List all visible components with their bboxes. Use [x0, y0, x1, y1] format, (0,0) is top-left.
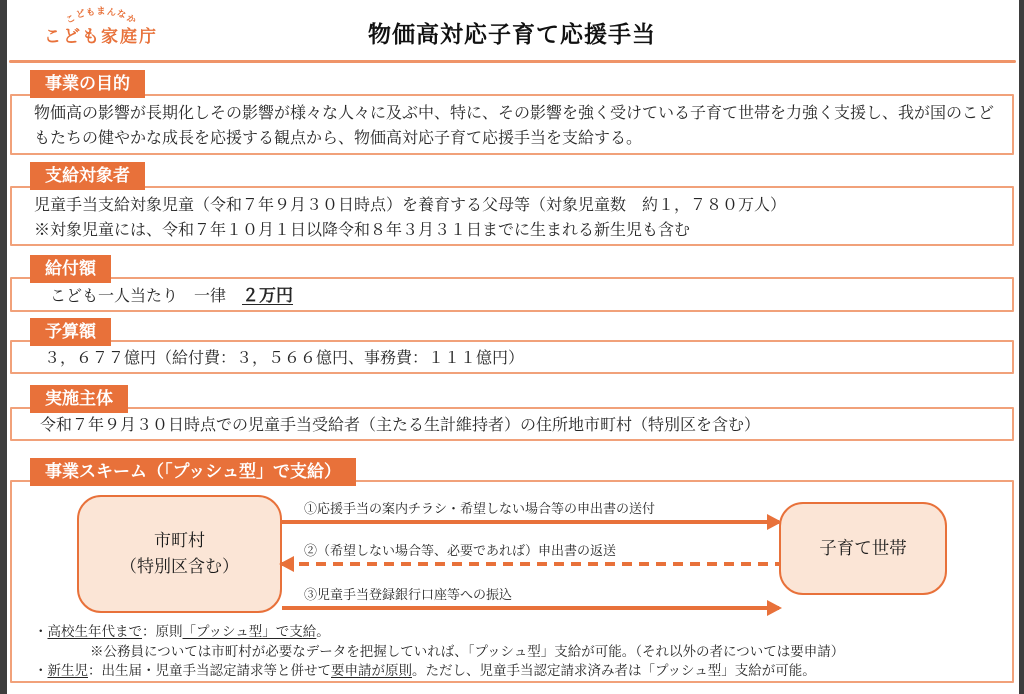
arrow-right-icon: [282, 520, 779, 524]
section-purpose-box: [10, 94, 1014, 155]
benefit-prefix: こども一人当たり 一律: [50, 288, 243, 305]
section-scheme-box: [10, 480, 1014, 683]
arrow-right-icon: [282, 606, 779, 610]
recipients-line1: 児童手当支給対象児童（令和７年９月３０日時点）を養育する父母等（対象児童数 約１，７８０万人）: [34, 197, 787, 214]
section-scheme-label: 事業スキーム（「プッシュ型」で支給）: [30, 458, 356, 486]
household-label: 子育て世帯: [819, 537, 907, 558]
section-implementer-label: 実施主体: [30, 385, 128, 413]
flow-label-1: ①応援手当の案内チラシ・希望しない場合等の申出書の送付: [304, 501, 656, 516]
scheme-flows: [282, 482, 779, 622]
section-recipients: [10, 162, 1014, 247]
header-divider: [9, 60, 1016, 63]
flow-label-2: ②（希望しない場合等、必要であれば）申出書の返送: [304, 543, 617, 558]
scheme-notes: [34, 622, 1002, 681]
window-edge-left: [0, 0, 7, 694]
budget-text: ３，６７７億円（給付費：３，５６６億円、事務費：１１１億円）: [44, 350, 525, 367]
municipality-line2: （特別区含む）: [120, 557, 239, 576]
section-implementer: [10, 385, 1014, 442]
section-implementer-box: [10, 407, 1014, 441]
implementer-text: 令和７年９月３０日時点での児童手当受給者（主たる生計維持者）の住所地市町村（特別区を含む）: [40, 417, 761, 434]
municipality-line1: 市町村: [154, 530, 205, 550]
section-recipients-box: [10, 186, 1014, 246]
section-purpose: [10, 70, 1014, 156]
section-benefit: [10, 255, 1014, 313]
section-scheme: [10, 458, 1014, 684]
household-box: [779, 502, 947, 595]
municipality-box: [77, 495, 282, 613]
section-purpose-label: 事業の目的: [30, 70, 145, 98]
section-recipients-label: 支給対象者: [30, 162, 145, 190]
section-benefit-box: [10, 277, 1014, 312]
scheme-note-1: ・高校生年代まで：原則「プッシュ型」で支給。: [34, 624, 330, 639]
logo-agency-name: こども家庭庁: [44, 27, 158, 46]
arrow-left-dashed-icon: [282, 562, 779, 566]
section-budget-box: [10, 340, 1014, 374]
section-budget-label: 予算額: [30, 318, 111, 346]
recipients-line2: ※対象児童には、令和７年１０月１日以降令和８年３月３１日までに生まれる新生児も含む: [34, 222, 691, 239]
flow-label-3: ③児童手当登録銀行口座等への振込: [304, 587, 513, 602]
purpose-text: 物価高の影響が長期化しその影響が様々な人々に及ぶ中、特に、その影響を強く受けている子育て世帯を力強く支援し、我が国のこどもたちの健やかな成長を応援する観点から、物価高対応子育て応援手当を支給する。: [34, 105, 995, 147]
page-title: 物価高対応子育て応援手当: [368, 21, 656, 47]
scheme-note-3: ・新生児：出生届・児童手当認定請求等と併せて要申請が原則。ただし、児童手当認定請求済み者は「プッシュ型」支給が可能。: [34, 663, 816, 678]
section-budget: [10, 318, 1014, 375]
scheme-note-2: ※公務員については市町村が必要なデータを把握していれば、「プッシュ型」支給が可能。（それ以外の者については要申請）: [90, 643, 845, 659]
window-edge-right: [1019, 0, 1024, 694]
logo-arc-text: こ ど も ま ん な か: [64, 6, 138, 26]
section-benefit-label: 給付額: [30, 255, 111, 283]
benefit-amount: ２万円: [242, 286, 294, 305]
